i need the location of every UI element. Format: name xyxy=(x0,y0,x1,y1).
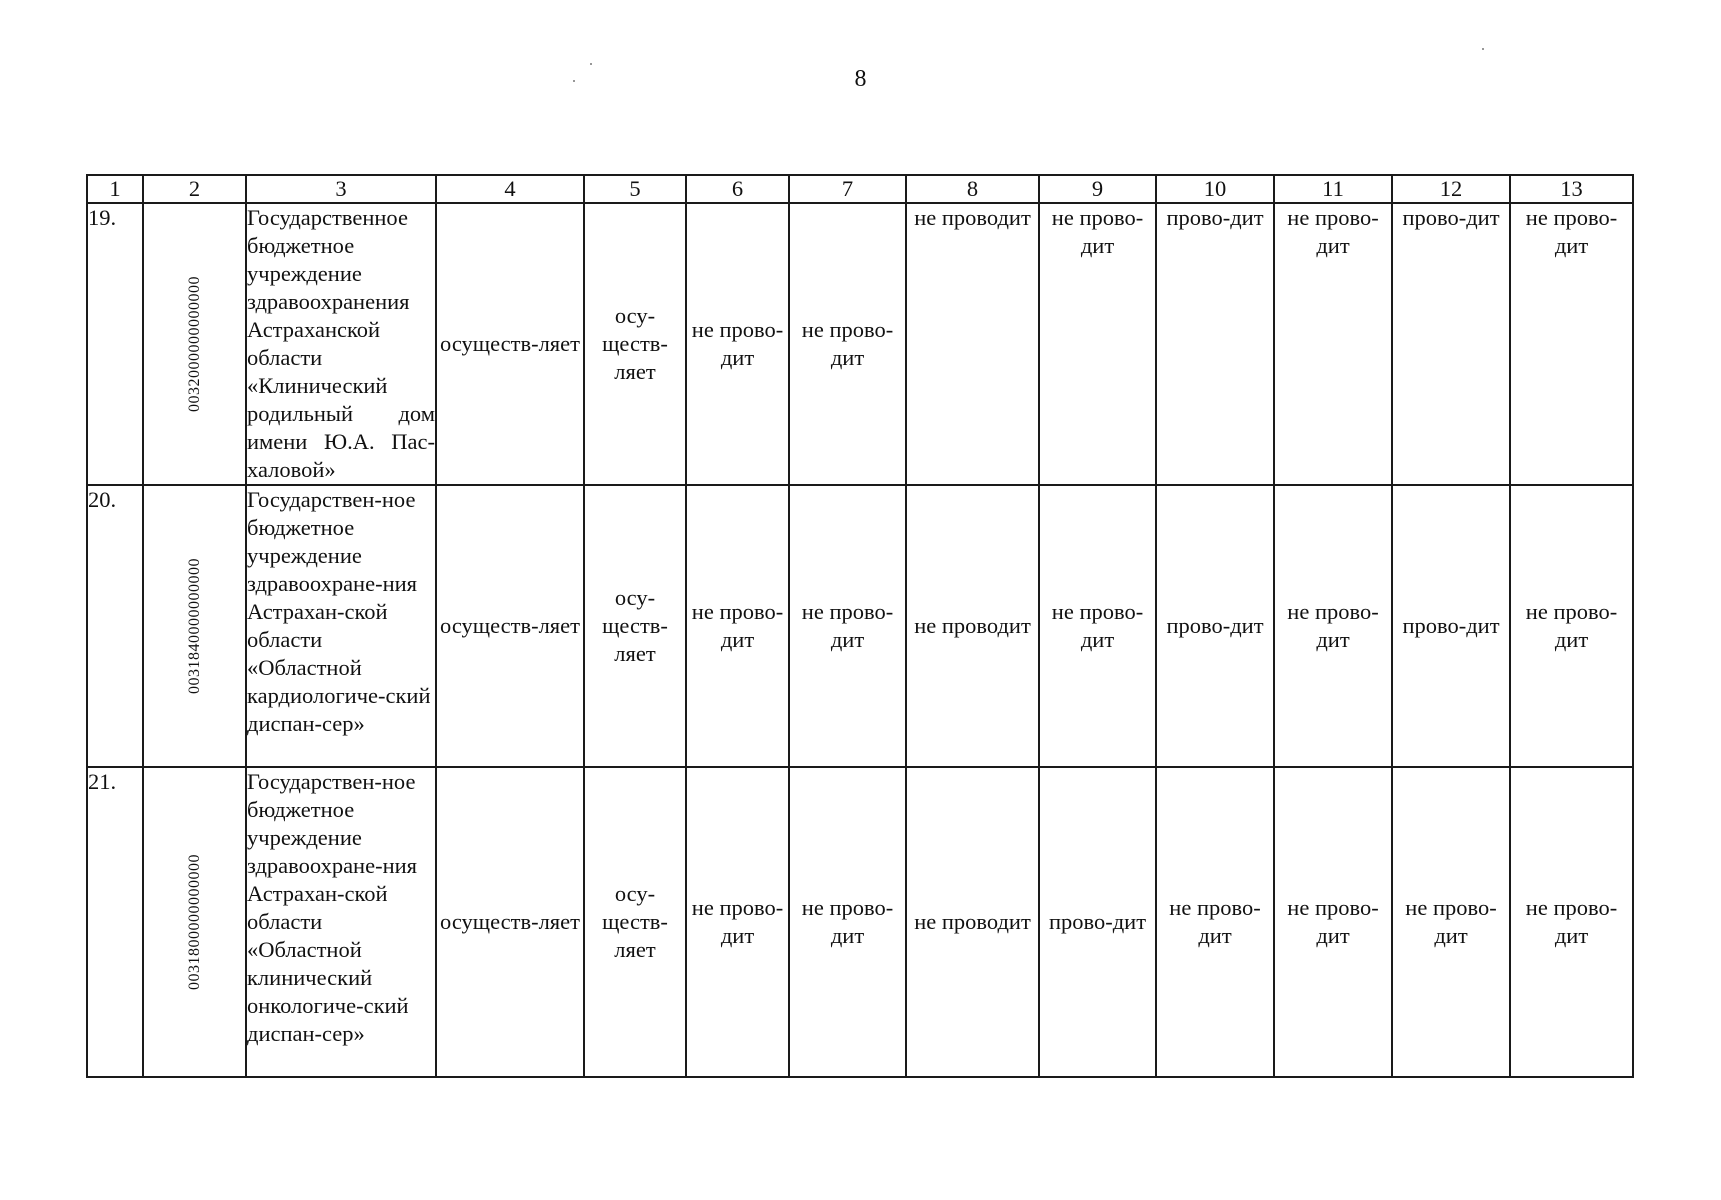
column-number: 1 xyxy=(87,175,143,203)
column-number: 10 xyxy=(1156,175,1274,203)
column-number: 2 xyxy=(143,175,246,203)
registry-table xyxy=(86,174,1634,1078)
status-cell: не прово-дит xyxy=(1510,203,1633,485)
column-number: 8 xyxy=(906,175,1039,203)
row-number: 21. xyxy=(87,767,143,1077)
status-cell: не прово-дит xyxy=(789,485,906,767)
column-number: 7 xyxy=(789,175,906,203)
org-code-cell xyxy=(143,485,246,767)
column-number: 3 xyxy=(246,175,436,203)
status-cell: осу-ществ-ляет xyxy=(584,485,686,767)
column-number: 6 xyxy=(686,175,789,203)
status-cell: осуществ-ляет xyxy=(436,203,584,485)
column-number-row xyxy=(87,175,1633,203)
status-cell: не проводит xyxy=(906,203,1039,485)
column-number: 4 xyxy=(436,175,584,203)
status-cell: прово-дит xyxy=(1392,203,1510,485)
scan-speck xyxy=(1482,48,1484,50)
org-name: Государствен-ное бюджетное учреждение здравоохране-ния Астрахан-ской области «Областной клинический онкологиче-ский диспан-сер» xyxy=(246,767,436,1077)
table-row xyxy=(87,767,1633,1077)
org-code-cell xyxy=(143,767,246,1077)
status-cell: не прово-дит xyxy=(1510,485,1633,767)
status-cell: осу-ществ-ляет xyxy=(584,767,686,1077)
status-cell: прово-дит xyxy=(1156,203,1274,485)
status-cell: не прово-дит xyxy=(1156,767,1274,1077)
scan-speck xyxy=(590,63,592,65)
status-cell: не прово-дит xyxy=(789,767,906,1077)
row-number: 19. xyxy=(87,203,143,485)
status-cell: не проводит xyxy=(906,767,1039,1077)
status-cell: прово-дит xyxy=(1156,485,1274,767)
org-code: 0032000000000000 xyxy=(185,276,203,412)
org-code: 0031800000000000 xyxy=(185,854,203,990)
column-number: 12 xyxy=(1392,175,1510,203)
status-cell: не прово-дит xyxy=(686,485,789,767)
status-cell: не прово-дит xyxy=(1274,767,1392,1077)
org-code: 0031840000000000 xyxy=(185,558,203,694)
status-cell: не прово-дит xyxy=(1274,203,1392,485)
table-row xyxy=(87,485,1633,767)
org-name: Государствен-ное бюджетное учреждение здравоохране-ния Астрахан-ской области «Областной кардиологиче-ский диспан-сер» xyxy=(246,485,436,767)
status-cell: прово-дит xyxy=(1039,767,1156,1077)
status-cell: прово-дит xyxy=(1392,485,1510,767)
status-cell: не прово-дит xyxy=(686,203,789,485)
status-cell: осуществ-ляет xyxy=(436,485,584,767)
column-number: 5 xyxy=(584,175,686,203)
status-cell: не прово-дит xyxy=(1039,203,1156,485)
org-name: Государственное бюджетное учреждение здравоохранения Астраханской области «Клинический родильный дом имени Ю.А. Пас-халовой» xyxy=(246,203,436,485)
status-cell: не прово-дит xyxy=(686,767,789,1077)
column-number: 9 xyxy=(1039,175,1156,203)
column-number: 13 xyxy=(1510,175,1633,203)
table-row xyxy=(87,203,1633,485)
status-cell: не прово-дит xyxy=(1274,485,1392,767)
org-code-cell xyxy=(143,203,246,485)
row-number: 20. xyxy=(87,485,143,767)
column-number: 11 xyxy=(1274,175,1392,203)
status-cell: осуществ-ляет xyxy=(436,767,584,1077)
status-cell: не прово-дит xyxy=(1392,767,1510,1077)
status-cell: не проводит xyxy=(906,485,1039,767)
status-cell: не прово-дит xyxy=(789,203,906,485)
status-cell: не прово-дит xyxy=(1510,767,1633,1077)
status-cell: не прово-дит xyxy=(1039,485,1156,767)
page-number: 8 xyxy=(854,66,867,92)
status-cell: осу-ществ-ляет xyxy=(584,203,686,485)
